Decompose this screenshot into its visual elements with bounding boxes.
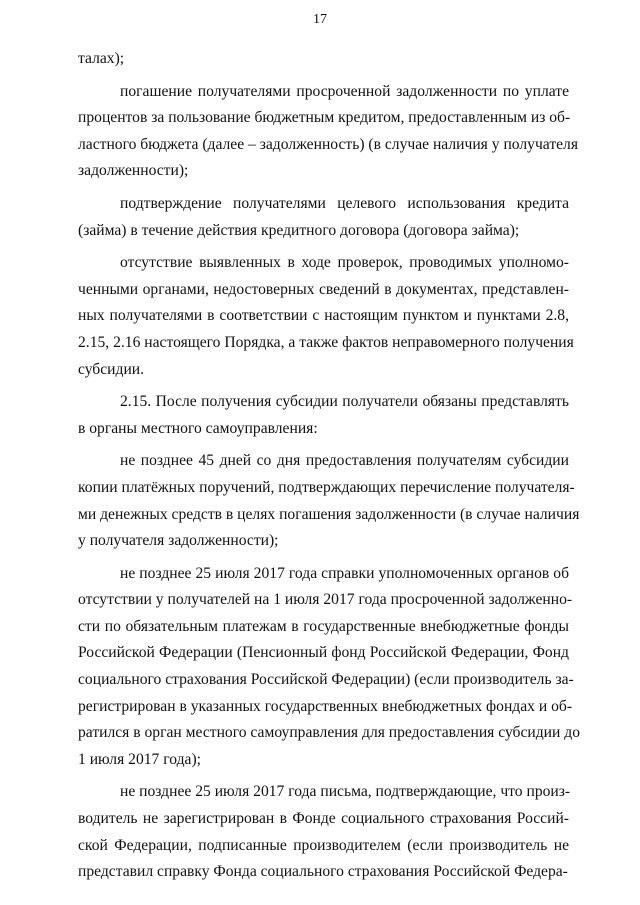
document-body bbox=[78, 46, 580, 886]
text-line: погашение получателями просроченной задолженности по уплате bbox=[120, 82, 569, 100]
text-line: представил справку Фонда социального страхования Российской Федера- bbox=[78, 863, 568, 881]
text-line: 2.15. После получения субсидии получатели обязаны представлять bbox=[120, 393, 569, 411]
text-line: отсутствии у получателей на 1 июля 2017 года просроченной задолженно- bbox=[78, 591, 573, 609]
text-line: ластного бюджета (далее – задолженность) (в случае наличия у получателя bbox=[78, 135, 579, 153]
text-line: Российской Федерации (Пенсионный фонд Российской Федерации, Фонд bbox=[78, 644, 569, 662]
text-line: копии платёжных поручений, подтверждающих перечисление получателя- bbox=[78, 478, 575, 496]
text-line: 1 июля 2017 года); bbox=[78, 750, 201, 768]
text-line: процентов за пользование бюджетным кредитом, предоставленным из об- bbox=[78, 109, 571, 127]
paragraph bbox=[78, 250, 574, 383]
text-line: у получателя задолженности); bbox=[78, 532, 279, 550]
paragraph bbox=[78, 46, 569, 73]
paragraph bbox=[78, 389, 569, 442]
text-line: 2.15, 2.16 настоящего Порядка, а также фактов неправомерного получения bbox=[78, 333, 574, 351]
text-line: социального страхования Российской Федерации) (если производитель за- bbox=[78, 671, 574, 689]
paragraph bbox=[78, 79, 579, 185]
text-line: в органы местного самоуправления: bbox=[78, 419, 318, 437]
paragraph bbox=[78, 779, 569, 885]
text-line: (займа) в течение действия кредитного договора (договора займа); bbox=[78, 221, 520, 239]
text-line: не позднее 45 дней со дня предоставления получателям субсидии bbox=[120, 452, 569, 470]
text-line: сти по обязательным платежам в государственные внебюджетные фонды bbox=[78, 617, 569, 635]
text-line: ратился в орган местного самоуправления для предоставления субсидии до bbox=[78, 724, 580, 742]
page-number: 17 bbox=[313, 12, 327, 27]
text-line: не позднее 25 июля 2017 года письма, подтверждающие, что произ- bbox=[120, 783, 571, 801]
text-line: субсидии. bbox=[78, 360, 145, 378]
text-line: ской Федерации, подписанные производителем (если производитель не bbox=[78, 836, 569, 854]
text-line: не позднее 25 июля 2017 года справки уполномоченных органов об bbox=[120, 564, 569, 582]
paragraph bbox=[78, 561, 580, 774]
text-line: подтверждение получателями целевого использования кредита bbox=[120, 194, 569, 212]
text-line: ми денежных средств в целях погашения задолженности (в случае наличия bbox=[78, 505, 580, 523]
paragraph bbox=[78, 448, 580, 554]
text-line: ных получателями в соответствии с настоящим пунктом и пунктами 2.8, bbox=[78, 307, 569, 325]
text-line: ченными органами, недостоверных сведений в документах, представлен- bbox=[78, 280, 569, 298]
text-line: отсутствие выявленных в ходе проверок, проводимых уполномо- bbox=[120, 254, 569, 272]
text-line: регистрирован в указанных государственных внебюджетных фондах и об- bbox=[78, 697, 573, 715]
text-line: задолженности); bbox=[78, 162, 189, 180]
text-line: талах); bbox=[78, 50, 125, 67]
paragraph bbox=[78, 191, 569, 244]
text-line: водитель не зарегистрирован в Фонде социального страхования Россий- bbox=[78, 810, 569, 828]
